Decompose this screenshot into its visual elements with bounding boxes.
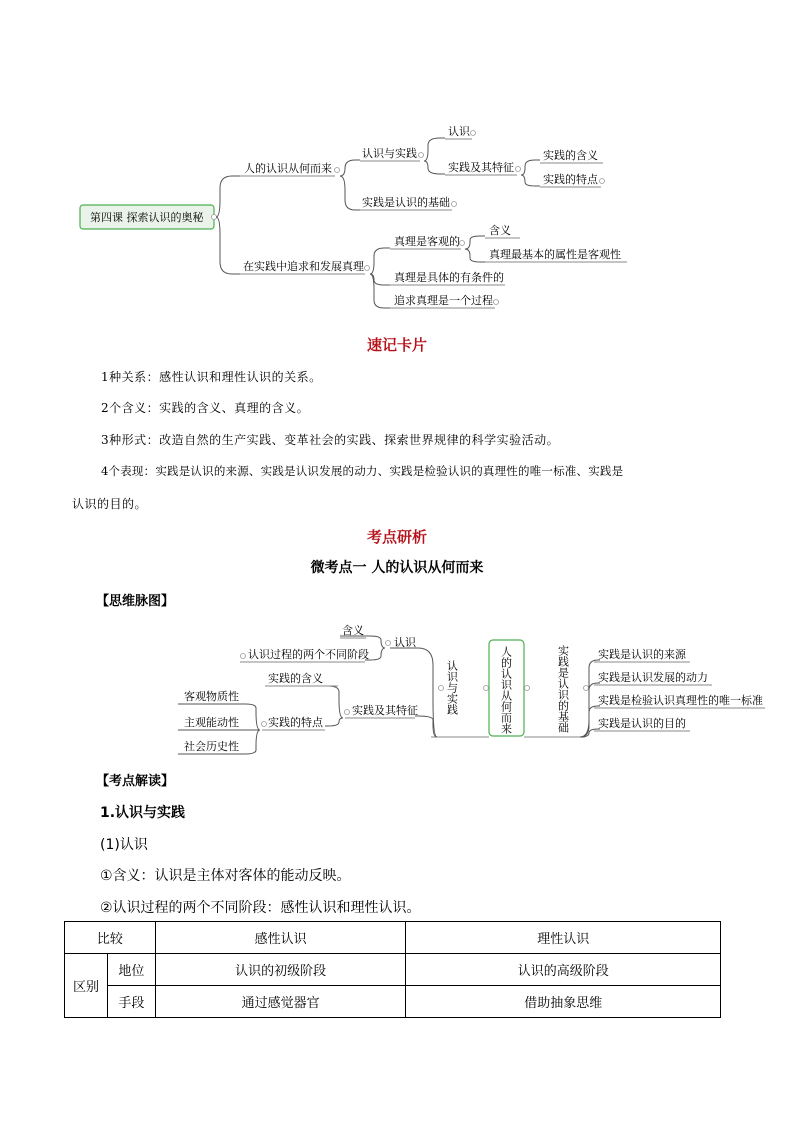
mindmap2-sj-tedian: 实践的特点 bbox=[268, 716, 323, 729]
table-cell: 认识的高级阶段 bbox=[406, 954, 721, 986]
card-title: 速记卡片 bbox=[366, 336, 427, 354]
card-line-2: 2个含义：实践的含义、真理的含义。 bbox=[101, 401, 310, 415]
analysis-title: 考点研析 bbox=[366, 528, 427, 546]
mindmap2-shijian: 实践及其特征 bbox=[352, 704, 418, 717]
mindmap2-r1: 实践是认识的来源 bbox=[598, 648, 686, 661]
table-header-row bbox=[65, 922, 721, 954]
interpret-h1: 1.认识与实践 bbox=[100, 805, 186, 821]
mindmap2-feature-3: 社会历史性 bbox=[184, 740, 239, 753]
table-cell: 通过感觉器官 bbox=[155, 986, 406, 1018]
table-row-label: 手段 bbox=[107, 986, 155, 1018]
mindmap-root: 第四课 探索认识的奥秘 bbox=[90, 211, 204, 224]
mindmap2-renshi: 认识 bbox=[394, 636, 416, 649]
mindmap-knowledge bbox=[0, 615, 794, 755]
table-row-label: 地位 bbox=[107, 954, 155, 986]
mindmap-b2-c1-b: 真理最基本的属性是客观性 bbox=[489, 248, 621, 261]
mindmap2-sj-hanyi: 实践的含义 bbox=[268, 672, 323, 685]
comparison-table bbox=[64, 921, 721, 1018]
card-line-4a: 4个表现：实践是认识的来源、实践是认识发展的动力、实践是检验认识的真理性的唯一标准、实践是 bbox=[101, 464, 624, 478]
mindmap2-feature-2: 主观能动性 bbox=[184, 716, 239, 729]
table-cell: 借助抽象思维 bbox=[406, 986, 721, 1018]
card-line-1: 1种关系：感性认识和理性认识的关系。 bbox=[101, 370, 322, 384]
mindmap-b2: 在实践中追求和发展真理 bbox=[243, 260, 364, 273]
mindmap2-left-branch: 认识与实践 bbox=[445, 660, 459, 715]
mindmap-b1: 人的认识从何而来 bbox=[244, 162, 332, 175]
interpret-p2: ①含义：认识是主体对客体的能动反映。 bbox=[100, 868, 351, 884]
mindmap-b2-c2: 真理是具体的有条件的 bbox=[394, 271, 504, 284]
card-line-3: 3种形式：改造自然的生产实践、变革社会的实践、探索世界规律的科学实验活动。 bbox=[101, 433, 560, 447]
mindmap-lesson4 bbox=[0, 0, 794, 330]
mindmap2-feature-1: 客观物质性 bbox=[184, 690, 239, 703]
mindmap-b1-c1: 认识与实践 bbox=[362, 147, 417, 160]
mindmap2-center: 人的认识从何而来 bbox=[499, 646, 513, 734]
mindmap-b2-c1-a: 含义 bbox=[489, 224, 511, 237]
table-row bbox=[65, 954, 721, 986]
interpret-p1: (1)认识 bbox=[100, 837, 148, 853]
mindmap-b2-c1: 真理是客观的 bbox=[394, 235, 460, 248]
table-cell: 认识的初级阶段 bbox=[155, 954, 406, 986]
interpret-heading: 【考点解读】 bbox=[96, 774, 175, 789]
mindmap-b1-c2: 实践是认识的基础 bbox=[362, 196, 450, 209]
map-heading: 【思维脉图】 bbox=[96, 594, 175, 609]
table-header-compare: 比较 bbox=[65, 922, 156, 954]
mindmap-b1-c1-b-1: 实践的含义 bbox=[543, 149, 598, 162]
card-line-4b: 认识的目的。 bbox=[72, 497, 148, 511]
mindmap2-r3: 实践是检验认识真理性的唯一标准 bbox=[598, 694, 763, 707]
mindmap2-right-branch: 实践是认识的基础 bbox=[556, 645, 570, 733]
mindmap2-r2: 实践是认识发展的动力 bbox=[598, 671, 708, 684]
mindmap-b1-c1-a: 认识 bbox=[448, 125, 470, 138]
analysis-subtitle: 微考点一 人的认识从何而来 bbox=[310, 560, 484, 576]
table-header-rational: 理性认识 bbox=[406, 922, 721, 954]
mindmap-b2-c3: 追求真理是一个过程 bbox=[394, 294, 493, 307]
mindmap-b1-c1-b-2: 实践的特点 bbox=[543, 173, 598, 186]
mindmap2-twostage: 认识过程的两个不同阶段 bbox=[248, 648, 369, 661]
interpret-p3: ②认识过程的两个不同阶段：感性认识和理性认识。 bbox=[100, 900, 421, 916]
table-header-perceptual: 感性认识 bbox=[155, 922, 406, 954]
mindmap-b1-c1-b: 实践及其特征 bbox=[448, 161, 514, 174]
table-row-group: 区别 bbox=[65, 954, 108, 1018]
mindmap2-r4: 实践是认识的目的 bbox=[598, 717, 686, 730]
mindmap2-hanyi: 含义 bbox=[342, 624, 364, 637]
table-row bbox=[65, 986, 721, 1018]
